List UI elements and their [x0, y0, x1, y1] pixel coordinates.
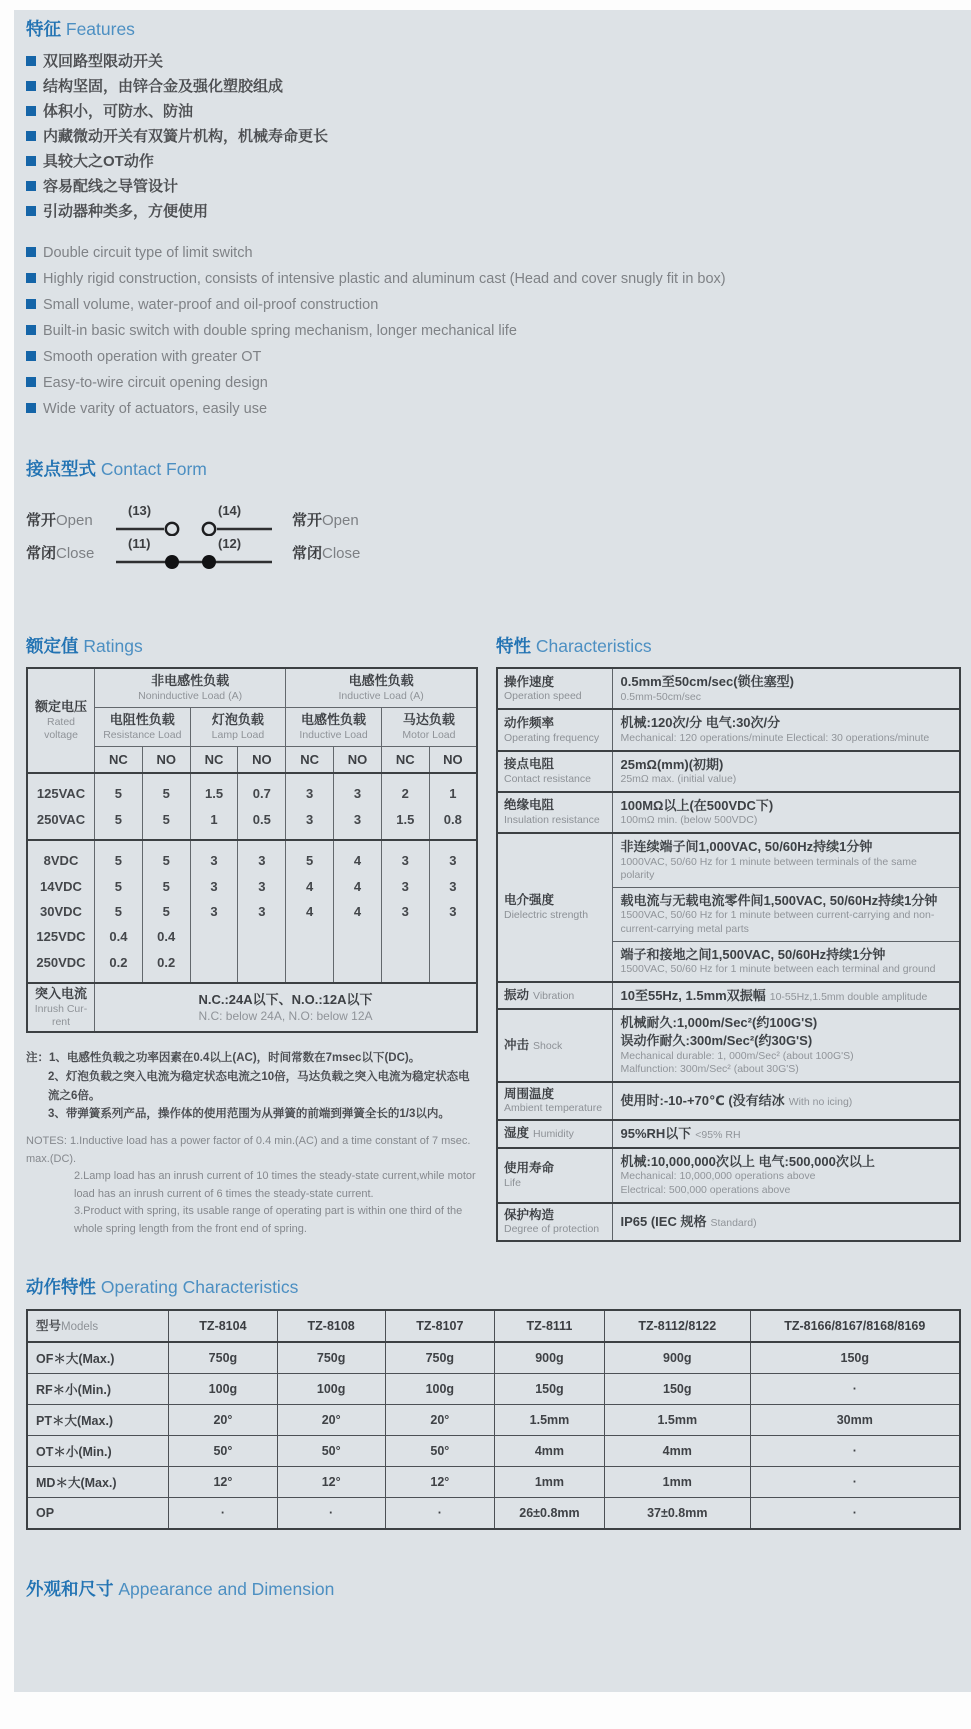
rating-value-cell: 3: [190, 899, 238, 924]
contact-form-section: [26, 458, 961, 569]
voltage-cell: 250VAC: [36, 811, 86, 827]
feature-item: [26, 199, 961, 224]
rating-value-cell: [190, 950, 238, 983]
operating-value-cell: 20°: [277, 1404, 385, 1435]
rating-value-cell: 1.5: [381, 807, 429, 840]
ratings-heading: [26, 635, 478, 658]
bullet-square-icon: [26, 325, 36, 335]
model-header: TZ-8166/8167/8168/8169: [750, 1310, 960, 1342]
operating-heading-en: Operating Characteristics: [100, 1276, 299, 1297]
operating-value-cell: 50°: [169, 1435, 277, 1466]
operating-heading-zh: 动作特性: [26, 1276, 96, 1297]
contact-form-heading: [26, 458, 961, 481]
ratings-characteristics-columns: [26, 635, 961, 1242]
notes-en-block: [26, 1133, 478, 1239]
rating-value-cell: 4: [286, 874, 334, 899]
rating-value-cell: 0.2: [95, 950, 143, 983]
voltage-cell: 14VDC: [40, 878, 82, 894]
characteristic-row: [497, 982, 960, 1010]
operating-param-label: RF＊小(Min.): [27, 1373, 169, 1404]
appearance-heading-zh: 外观和尺寸: [26, 1578, 114, 1599]
rating-value-cell: 4: [334, 899, 382, 924]
contact-close-label: 常闭Close: [26, 544, 95, 562]
operating-value-cell: ·: [750, 1435, 960, 1466]
operating-header-row: [27, 1310, 960, 1342]
characteristic-value: 机械:120次/分 电气:30次/分 Mechanical: 120 operations/minute Electical: 30 operations/minute: [612, 709, 960, 750]
characteristic-value: 非连续端子间1,000VAC, 50/60Hz持续1分钟 1000VAC, 50/60 Hz for 1 minute between terminals of the same polarity: [612, 833, 960, 887]
feature-item: [26, 266, 961, 292]
operating-value-cell: ·: [750, 1466, 960, 1497]
operating-value-cell: ·: [750, 1373, 960, 1404]
rating-value-cell: [334, 950, 382, 983]
operating-value-cell: 900g: [605, 1342, 751, 1374]
feature-item: [26, 149, 961, 174]
voltage-cell: 125VAC: [27, 773, 95, 806]
bullet-square-icon: [26, 247, 36, 257]
features-heading-zh: 特征: [26, 19, 61, 39]
ncno-header: NC: [190, 747, 238, 774]
ratings-header-row: [27, 668, 477, 708]
ncno-header: NO: [142, 747, 190, 774]
characteristic-value: 机械耐久:1,000m/Sec²(约100G'S) 误动作耐久:300m/Sec²(约30G'S) Mechanical durable: 1, 000m/Sec² (about 100G'S) Malfunction: 300m/Sec² (about 30G'S): [612, 1009, 960, 1081]
ncno-header: NC: [381, 747, 429, 774]
characteristic-label: 绝缘电阻 Insulation resistance: [497, 792, 612, 833]
load-type-header: 电感性负载 Inductive Load: [286, 708, 382, 747]
bullet-square-icon: [26, 403, 36, 413]
characteristic-label: 动作频率 Operating frequency: [497, 709, 612, 750]
feature-item: [26, 396, 961, 422]
ratings-heading-en: Ratings: [83, 635, 143, 656]
bullet-square-icon: [26, 156, 36, 166]
characteristic-row: [497, 1148, 960, 1203]
characteristic-label: 冲击 Shock: [497, 1009, 612, 1081]
characteristic-label: 湿度 Humidity: [497, 1120, 612, 1148]
characteristic-row: [497, 1203, 960, 1241]
contact-close-label-right: 常闭Close: [292, 544, 361, 562]
inrush-label-cell: 突入电流 Inrush Cur-rent: [27, 983, 95, 1032]
terminal-14: (14): [218, 502, 242, 518]
rating-value-cell: 5: [142, 773, 190, 806]
characteristic-value: 10至55Hz, 1.5mm双振幅 10-55Hz,1.5mm double amplitude: [612, 982, 960, 1010]
operating-value-cell: 12°: [385, 1466, 494, 1497]
characteristics-heading-zh: 特性: [496, 635, 531, 656]
rating-value-cell: [429, 924, 477, 949]
ratings-row: [27, 807, 477, 840]
load-type-header: 电阻性负载 Resistance Load: [95, 708, 191, 747]
bullet-square-icon: [26, 81, 36, 91]
ratings-table-wrap: [26, 667, 478, 1033]
ratings-table: [26, 667, 478, 1033]
characteristic-row: [497, 751, 960, 792]
operating-row: [27, 1342, 960, 1374]
rating-value-cell: 0.4: [95, 924, 143, 949]
rating-value-cell: 5: [95, 874, 143, 899]
feature-text: 双回路型限动开关: [43, 52, 164, 70]
appearance-section: [26, 1578, 961, 1601]
rating-value-cell: 3: [190, 874, 238, 899]
operating-section: [26, 1276, 961, 1530]
rating-value-cell: [190, 924, 238, 949]
operating-value-cell: ·: [169, 1497, 277, 1529]
rating-value-cell: 3: [334, 773, 382, 806]
operating-value-cell: 37±0.8mm: [605, 1497, 751, 1529]
feature-item: [26, 318, 961, 344]
characteristic-row: [497, 1009, 960, 1081]
characteristic-value: 端子和接地之间1,500VAC, 50/60Hz持续1分钟 1500VAC, 50/60 Hz for 1 minute between each terminal and ground: [612, 941, 960, 982]
operating-value-cell: 100g: [169, 1373, 277, 1404]
operating-value-cell: 12°: [169, 1466, 277, 1497]
feature-item: [26, 174, 961, 199]
feature-text: Easy-to-wire circuit opening design: [43, 374, 268, 391]
characteristic-value: 95%RH以下 <95% RH: [612, 1120, 960, 1148]
characteristic-value: 100MΩ以上(在500VDC下) 100mΩ min. (below 500VDC): [612, 792, 960, 833]
features-list-zh: [26, 49, 961, 224]
bullet-square-icon: [26, 351, 36, 361]
operating-value-cell: 20°: [385, 1404, 494, 1435]
operating-value-cell: 1.5mm: [605, 1404, 751, 1435]
operating-value-cell: 750g: [385, 1342, 494, 1374]
load-type-header: 灯泡负载 Lamp Load: [190, 708, 286, 747]
operating-row: [27, 1404, 960, 1435]
characteristic-row: [497, 1120, 960, 1148]
bullet-square-icon: [26, 206, 36, 216]
ncno-header: NO: [334, 747, 382, 774]
operating-row: [27, 1435, 960, 1466]
rating-value-cell: 5: [142, 874, 190, 899]
contact-row-close: [26, 536, 961, 569]
ratings-row: [27, 899, 477, 924]
operating-value-cell: 150g: [750, 1342, 960, 1374]
ratings-row: [27, 924, 477, 949]
ratings-notes: [26, 1049, 478, 1238]
rating-value-cell: 3: [381, 874, 429, 899]
rating-value-cell: 5: [95, 840, 143, 873]
contact-open-label: 常开Open: [26, 511, 93, 529]
operating-value-cell: 26±0.8mm: [494, 1497, 604, 1529]
bullet-square-icon: [26, 106, 36, 116]
characteristic-row: [497, 709, 960, 750]
operating-value-cell: 150g: [494, 1373, 604, 1404]
operating-param-label: OT＊小(Min.): [27, 1435, 169, 1466]
datasheet-page: [14, 10, 971, 1692]
ratings-section: [26, 635, 478, 1239]
rating-value-cell: 0.7: [238, 773, 286, 806]
characteristic-label: 振动 Vibration: [497, 982, 612, 1010]
contact-open-label-right: 常开Open: [292, 511, 359, 529]
bullet-square-icon: [26, 377, 36, 387]
terminal-11: (11): [128, 535, 151, 551]
operating-value-cell: 1mm: [494, 1466, 604, 1497]
ratings-row: [27, 874, 477, 899]
operating-param-label: OP: [27, 1497, 169, 1529]
feature-text: Smooth operation with greater OT: [43, 348, 262, 365]
feature-text: Built-in basic switch with double spring mechanism, longer mechanical life: [43, 322, 517, 339]
open-contact-symbol: [114, 503, 282, 536]
operating-value-cell: 4mm: [605, 1435, 751, 1466]
operating-value-cell: 1.5mm: [494, 1404, 604, 1435]
ncno-header: NO: [238, 747, 286, 774]
feature-text: Small volume, water-proof and oil-proof construction: [43, 296, 379, 313]
operating-value-cell: 750g: [277, 1342, 385, 1374]
operating-row: [27, 1466, 960, 1497]
rating-value-cell: 5: [142, 899, 190, 924]
operating-value-cell: 1mm: [605, 1466, 751, 1497]
rating-value-cell: 3: [286, 807, 334, 840]
feature-item: [26, 99, 961, 124]
ratings-row: [27, 950, 477, 983]
rating-value-cell: 3: [238, 899, 286, 924]
characteristic-value: 使用时:-10-+70℃ (没有结冰 With no icing): [612, 1082, 960, 1120]
model-header: TZ-8107: [385, 1310, 494, 1342]
operating-value-cell: ·: [385, 1497, 494, 1529]
characteristics-heading-en: Characteristics: [535, 635, 652, 656]
characteristic-value: 0.5mm至50cm/sec(锁住塞型) 0.5mm-50cm/sec: [612, 668, 960, 709]
rating-value-cell: 3: [429, 840, 477, 873]
contact-diagram: [26, 503, 961, 569]
operating-value-cell: 20°: [169, 1404, 277, 1435]
feature-item: [26, 240, 961, 266]
voltage-cell: 250VDC: [36, 954, 86, 970]
characteristic-label: 保护构造 Degree of protection: [497, 1203, 612, 1241]
rating-value-cell: 3: [429, 874, 477, 899]
feature-item: [26, 49, 961, 74]
operating-value-cell: 150g: [605, 1373, 751, 1404]
rating-value-cell: 3: [381, 840, 429, 873]
voltage-cell: 30VDC: [40, 904, 82, 920]
characteristic-value: 机械:10,000,000次以上 电气:500,000次以上 Mechanical: 10,000,000 operations above Electrical: 500,000 operations above: [612, 1148, 960, 1203]
rating-value-cell: 0.2: [142, 950, 190, 983]
note-line-zh: 注：1、电感性负载之功率因素在0.4以上(AC)，时间常数在7msec以下(DC)。: [26, 1052, 421, 1065]
rating-value-cell: [286, 950, 334, 983]
feature-text: 容易配线之导管设计: [43, 177, 179, 195]
load-group-header: 非电感性负载 Noninductive Load (A): [95, 668, 286, 708]
bullet-square-icon: [26, 131, 36, 141]
rating-value-cell: 1: [190, 807, 238, 840]
voltage-cell: 125VDC: [36, 929, 86, 945]
characteristics-section: [496, 635, 961, 1242]
note-line-zh: 3、带弹簧系列产品，操作体的使用范围为从弹簧的前端到弹簧全长的1/3以内。: [48, 1108, 450, 1121]
feature-text: 具较大之OT动作: [43, 152, 154, 170]
operating-value-cell: 100g: [277, 1373, 385, 1404]
rating-value-cell: 4: [334, 874, 382, 899]
rating-value-cell: 0.8: [429, 807, 477, 840]
rating-value-cell: [334, 924, 382, 949]
ratings-subheader-row: [27, 708, 477, 747]
ratings-row: [27, 773, 477, 806]
bullet-square-icon: [26, 56, 36, 66]
characteristic-row: [497, 1082, 960, 1120]
operating-value-cell: 50°: [277, 1435, 385, 1466]
ratings-heading-zh: 额定值: [26, 635, 79, 656]
models-header: 型号Models: [27, 1310, 169, 1342]
rating-value-cell: 5: [142, 807, 190, 840]
page-content: [22, 18, 961, 1600]
ratings-ncno-row: [27, 747, 477, 774]
operating-value-cell: 12°: [277, 1466, 385, 1497]
characteristic-label: 使用寿命 Life: [497, 1148, 612, 1203]
operating-heading: [26, 1276, 961, 1299]
rating-value-cell: 3: [429, 899, 477, 924]
rating-value-cell: 3: [238, 874, 286, 899]
rating-value-cell: 4: [334, 840, 382, 873]
note-line-en: NOTES: 1.Inductive load has a power factor of 0.4 min.(AC) and a time constant of 7 msec. max.(DC).: [26, 1134, 471, 1165]
rating-value-cell: 4: [286, 899, 334, 924]
operating-value-cell: 4mm: [494, 1435, 604, 1466]
rating-value-cell: [381, 950, 429, 983]
ratings-row: [27, 840, 477, 873]
close-contact-symbol: [114, 536, 282, 569]
appearance-heading: [26, 1578, 961, 1601]
rating-value-cell: 3: [286, 773, 334, 806]
feature-item: [26, 124, 961, 149]
rating-value-cell: [381, 924, 429, 949]
feature-item: [26, 74, 961, 99]
characteristics-heading: [496, 635, 961, 658]
operating-value-cell: ·: [750, 1497, 960, 1529]
operating-value-cell: 50°: [385, 1435, 494, 1466]
operating-param-label: PT＊大(Max.): [27, 1404, 169, 1435]
operating-param-label: MD＊大(Max.): [27, 1466, 169, 1497]
rating-value-cell: 3: [190, 840, 238, 873]
features-list-en: [26, 240, 961, 422]
voltage-cell: 8VDC: [27, 840, 95, 873]
load-type-header: 马达负载 Motor Load: [381, 708, 477, 747]
contact-row-open: [26, 503, 961, 536]
bullet-square-icon: [26, 299, 36, 309]
rating-value-cell: 3: [238, 840, 286, 873]
rating-value-cell: 5: [95, 899, 143, 924]
rating-value-cell: 3: [334, 807, 382, 840]
rating-value-cell: [429, 950, 477, 983]
terminal-13: (13): [128, 502, 152, 518]
operating-row: [27, 1373, 960, 1404]
model-header: TZ-8108: [277, 1310, 385, 1342]
bullet-square-icon: [26, 273, 36, 283]
operating-value-cell: 100g: [385, 1373, 494, 1404]
characteristic-value: 25mΩ(mm)(初期) 25mΩ max. (initial value): [612, 751, 960, 792]
rating-value-cell: 2: [381, 773, 429, 806]
characteristic-label: 电介强度 Dielectric strength: [497, 833, 612, 982]
characteristic-value: 载电流与无载电流零件间1,500VAC, 50/60Hz持续1分钟 1500VAC, 50/60 Hz for 1 minute between current-carrying and non-current-carrying metal parts: [612, 887, 960, 941]
operating-value-cell: 750g: [169, 1342, 277, 1374]
rating-value-cell: [238, 950, 286, 983]
feature-text: Double circuit type of limit switch: [43, 244, 253, 261]
features-heading-en: Features: [65, 19, 135, 39]
load-group-header: 电感性负载 Inductive Load (A): [286, 668, 477, 708]
rating-value-cell: 1: [429, 773, 477, 806]
contact-form-heading-en: Contact Form: [100, 458, 207, 479]
inrush-row: [27, 983, 477, 1032]
inrush-value-cell: N.C.:24A以下、N.O.:12A以下 N.C: below 24A, N.O: below 12A: [95, 983, 478, 1032]
characteristic-label: 操作速度 Operation speed: [497, 668, 612, 709]
rating-value-cell: 0.5: [238, 807, 286, 840]
operating-value-cell: ·: [277, 1497, 385, 1529]
terminal-12: (12): [218, 535, 242, 551]
feature-text: Highly rigid construction, consists of intensive plastic and aluminum cast (Head and cover snugly fit in box): [43, 270, 726, 287]
rating-value-cell: 1.5: [190, 773, 238, 806]
ncno-header: NO: [429, 747, 477, 774]
rating-value-cell: 5: [95, 773, 143, 806]
characteristics-table-wrap: [496, 667, 961, 1242]
feature-item: [26, 344, 961, 370]
note-line-en: 2.Lamp load has an inrush current of 10 times the steady-state current,while motor load has an inrush current of 6 times the steady-state current.: [74, 1170, 476, 1200]
rated-voltage-header: 额定电压 Rated voltage: [27, 668, 95, 773]
operating-table: [26, 1309, 961, 1530]
rating-value-cell: 3: [381, 899, 429, 924]
feature-text: 体积小，可防水、防油: [43, 102, 194, 120]
rating-value-cell: 5: [286, 840, 334, 873]
characteristic-row: [497, 668, 960, 709]
bullet-square-icon: [26, 181, 36, 191]
rating-value-cell: [238, 924, 286, 949]
characteristic-label: 周围温度 Ambient temperature: [497, 1082, 612, 1120]
characteristic-row: [497, 833, 960, 887]
rating-value-cell: [286, 924, 334, 949]
characteristic-value: IP65 (IEC 规格 Standard): [612, 1203, 960, 1241]
characteristic-row: [497, 792, 960, 833]
rating-value-cell: 5: [142, 840, 190, 873]
feature-text: Wide varity of actuators, easily use: [43, 400, 268, 417]
feature-text: 结构坚固，由锌合金及强化塑胶组成: [43, 77, 284, 95]
ncno-header: NC: [286, 747, 334, 774]
features-heading: [26, 18, 961, 41]
operating-row: [27, 1497, 960, 1529]
model-header: TZ-8104: [169, 1310, 277, 1342]
characteristic-label: 接点电阻 Contact resistance: [497, 751, 612, 792]
ncno-header: NC: [95, 747, 143, 774]
feature-item: [26, 292, 961, 318]
operating-value-cell: 900g: [494, 1342, 604, 1374]
appearance-heading-en: Appearance and Dimension: [118, 1578, 335, 1599]
characteristics-table: [496, 667, 961, 1242]
note-line-en: 3.Product with spring, its usable range of operating part is within one third of the whole spring length from the front end of spring.: [74, 1205, 463, 1235]
rating-value-cell: 5: [95, 807, 143, 840]
operating-value-cell: 30mm: [750, 1404, 960, 1435]
feature-item: [26, 370, 961, 396]
rating-value-cell: 0.4: [142, 924, 190, 949]
feature-text: 内藏微动开关有双簧片机构，机械寿命更长: [43, 127, 329, 145]
feature-text: 引动器种类多，方便使用: [43, 202, 209, 220]
model-header: TZ-8111: [494, 1310, 604, 1342]
model-header: TZ-8112/8122: [605, 1310, 751, 1342]
operating-param-label: OF＊大(Max.): [27, 1342, 169, 1374]
note-line-zh: 2、灯泡负载之突入电流为稳定状态电流之10倍，马达负载之突入电流为稳定状态电流之6倍。: [48, 1071, 470, 1102]
contact-form-heading-zh: 接点型式: [26, 458, 96, 479]
